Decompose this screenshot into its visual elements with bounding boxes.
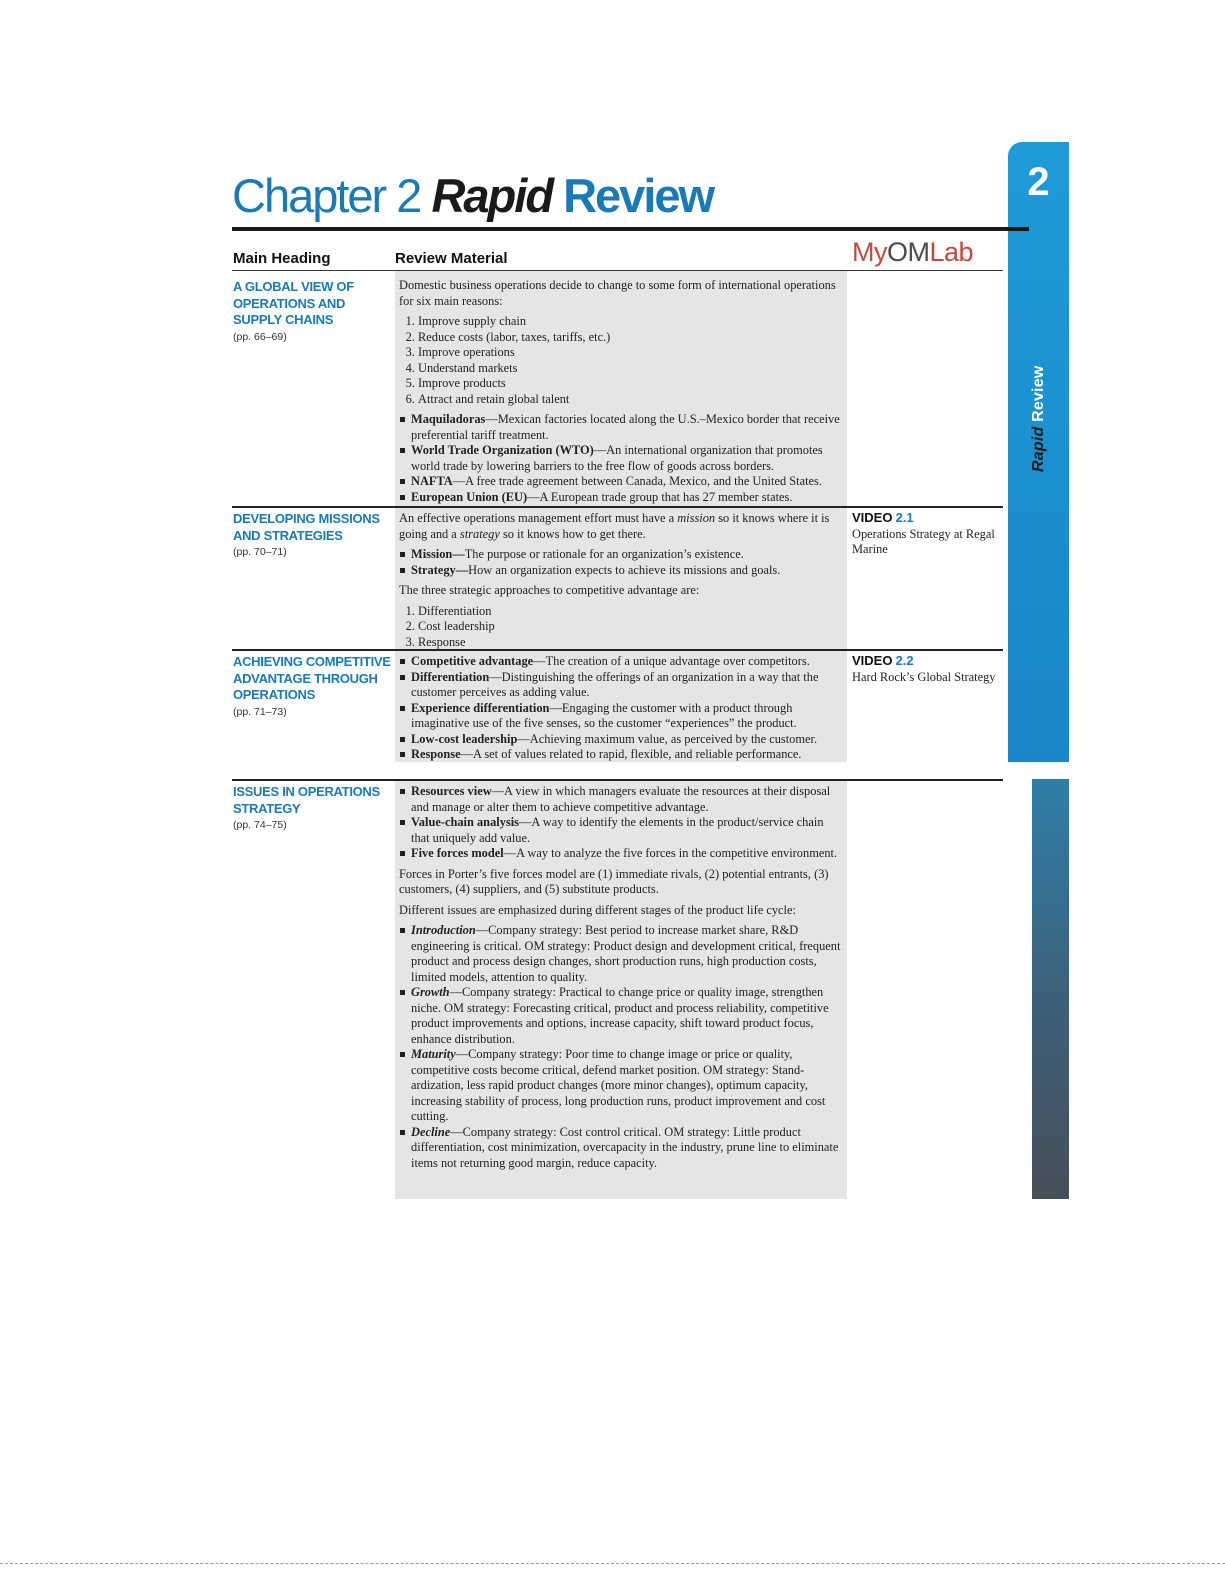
term-definition: —A set of values related to rapid, flexible, and reliable performance. (460, 747, 802, 761)
term-item (399, 563, 841, 579)
title-review: Review (563, 169, 714, 222)
term-definition: The purpose or rationale for an organization’s existence. (464, 547, 744, 561)
term-item (399, 412, 841, 443)
term-definition: —A European trade group that has 27 member states. (527, 489, 793, 504)
approaches-list (399, 604, 841, 651)
stage-term: Decline (411, 1124, 451, 1139)
term: Experience differentiation (411, 700, 550, 715)
title-rule (232, 227, 1029, 231)
section-pages: (pp. 70–71) (233, 546, 287, 558)
stage-item (399, 985, 841, 1047)
stage-term: Maturity (411, 1047, 456, 1061)
myomlab-logo (852, 237, 973, 268)
term-item (399, 747, 841, 763)
stage-item (399, 1125, 841, 1172)
term-definition: —A way to analyze the five forces in the competitive environment. (503, 846, 838, 860)
page-bottom-dotted-line (0, 1563, 1225, 1564)
term: Five forces model (411, 846, 504, 860)
term-definition: —Achieving maximum value, as perceived by the customer. (517, 731, 818, 746)
tab-label-rapid: Rapid (1030, 426, 1047, 472)
tab-label (1030, 366, 1048, 472)
term-definition: —A way to identify the elements in the product/service chain that uniquely add value. (411, 815, 824, 845)
list-item: 6. Attract and retain global talent (418, 392, 841, 408)
list-item: 3. Response (418, 635, 841, 651)
term: Value-chain analysis (411, 815, 519, 829)
column-head-main-heading: Main Heading (233, 250, 331, 267)
title-rapid: Rapid (431, 169, 553, 222)
term-item (399, 732, 841, 748)
term-definition: How an organization expects to achieve its missions and goals. (468, 562, 781, 577)
term-definition: —The creation of a unique advantage over competitors. (533, 654, 810, 668)
term-definition: —Mexican factories located along the U.S.–Mexico border that receive preferential tariff treatment. (411, 412, 840, 442)
porter-forces-text: Forces in Porter’s five forces model are (1) immediate rivals, (2) potential entrants, (3) customers, (4) suppliers, and (5) substitute products. (399, 866, 829, 896)
term: Competitive advantage (411, 654, 534, 668)
side-bar-decoration (1032, 779, 1069, 1199)
term-item (399, 443, 841, 474)
list-item: 1. Differentiation (418, 604, 841, 620)
terms-list (399, 654, 841, 763)
section-pages: (pp. 66–69) (233, 330, 287, 343)
tab-label-review: Review (1030, 365, 1047, 422)
list-item: 1. Improve supply chain (418, 314, 841, 330)
section-heading-issues (233, 784, 391, 834)
list-item: 5. Improve products (418, 376, 841, 392)
term-item (399, 490, 841, 506)
intro-part: so it knows how to get there. (499, 526, 646, 541)
term-item (399, 846, 841, 862)
title-chapter: Chapter 2 (232, 169, 421, 222)
list-item: 4. Understand markets (418, 361, 841, 377)
review-material-missions (399, 511, 841, 655)
intro-part: An effective operations management effort must have a (399, 511, 678, 525)
page-title (232, 168, 713, 223)
term-definition: —Distinguishing the offerings of an organization in a way that the customer perceives as adding value. (411, 669, 819, 699)
video-title: Hard Rock’s Global Strategy (852, 669, 996, 684)
stage-definition: —Company strategy: Practical to change price or quality image, strengthen niche. OM strategy: Forecasting critical, product and process reliability, competitive product improvements and options, increase capacity, shift toward product focus, enhance distribution. (411, 985, 829, 1046)
section-rule (232, 779, 1003, 781)
intro-strategy: strategy (459, 526, 500, 541)
term: World Trade Organization (WTO) (411, 443, 594, 457)
term: Low-cost leadership (411, 731, 518, 746)
review-material-global-view (399, 278, 841, 510)
term: Mission— (411, 547, 465, 561)
terms-list (399, 784, 841, 862)
chapter-number: 2 (1027, 160, 1050, 204)
video-reference-2-1[interactable] (852, 510, 1002, 558)
video-label: VIDEO (852, 653, 893, 668)
term: Resources view (411, 784, 492, 798)
term: Maquiladoras (411, 412, 486, 426)
term: Response (411, 747, 461, 761)
list-item: 3. Improve operations (418, 345, 841, 361)
approaches-intro: The three strategic approaches to competitive advantage are: (399, 583, 700, 597)
section-heading-text: DEVELOPING MISSIONS AND STRATEGIES (233, 511, 380, 543)
stages-intro: Different issues are emphasized during different stages of the product life cycle: (399, 902, 796, 917)
list-item: 2. Cost leadership (418, 619, 841, 635)
video-number: 2.2 (895, 653, 914, 668)
section-heading-text: ACHIEVING COMPETITIVE ADVANTAGE THROUGH OPERATIONS (233, 654, 391, 702)
term-definition: —A free trade agreement between Canada, Mexico, and the United States. (452, 474, 822, 488)
stage-term: Introduction (411, 923, 476, 937)
stage-term: Growth (411, 985, 450, 999)
term-definition: —Engaging the customer with a product through imaginative use of the five senses, so the customer “experiences” the product. (411, 700, 797, 730)
term: European Union (EU) (411, 489, 528, 504)
term-item (399, 547, 841, 563)
term-definition: —A view in which managers evaluate the resources at their disposal and manage or alter them to achieve competitive advantage. (411, 784, 831, 814)
logo-my: My (852, 237, 887, 267)
stage-definition: —Company strategy: Cost control critical. OM strategy: Little product differentiation, cost minimization, overcapacity in the industry, prune line to eliminate items not returning good margin, reduce capacity. (411, 1124, 839, 1170)
review-material-issues (399, 784, 841, 1176)
list-item: 2. Reduce costs (labor, taxes, tariffs, etc.) (418, 330, 841, 346)
video-reference-2-2[interactable] (852, 653, 1002, 685)
section-heading-global-view (233, 279, 391, 345)
term-item (399, 670, 841, 701)
stage-definition: —Company strategy: Poor time to change image or price or quality, competitive costs become critical, defend market position. OM strategy: Stand-ardization, less rapid product changes (more minor changes), optimum capacity, increasing stability of process, long production runs, product improvement and cost cutting. (411, 1047, 826, 1123)
term-item (399, 701, 841, 732)
term: Strategy— (411, 562, 469, 577)
term-item (399, 815, 841, 846)
column-head-review-material: Review Material (395, 250, 508, 267)
section-heading-text: ISSUES IN OPERATIONS STRATEGY (233, 784, 380, 816)
chapter-tab (1008, 142, 1069, 762)
intro-text (399, 511, 841, 542)
review-material-competitive-advantage (399, 654, 841, 768)
section-pages: (pp. 71–73) (233, 705, 287, 718)
term-item (399, 654, 841, 670)
section-pages: (pp. 74–75) (233, 819, 287, 831)
intro-part: so it knows where it is going and a (399, 511, 830, 541)
logo-om: OM (887, 237, 930, 267)
terms-list (399, 412, 841, 505)
term-item (399, 784, 841, 815)
section-heading-competitive-advantage (233, 654, 391, 720)
term-definition: —An international organization that promotes world trade by lowering barriers to the free flow of goods across borders. (411, 443, 823, 473)
intro-text: Domestic business operations decide to change to some form of international operations for six main reasons: (399, 278, 836, 308)
video-title: Operations Strategy at Regal Marine (852, 526, 995, 556)
stage-item (399, 1047, 841, 1125)
section-heading-text: A GLOBAL VIEW OF OPERATIONS AND SUPPLY CHAINS (233, 279, 354, 327)
intro-mission: mission (677, 511, 716, 525)
logo-lab: Lab (929, 237, 974, 267)
stage-definition: —Company strategy: Best period to increase market share, R&D engineering is critical. OM strategy: Product design and development critical, frequent product and process design changes, short production runs, high production costs, limited models, attention to quality. (411, 923, 841, 984)
terms-list (399, 547, 841, 578)
term: NAFTA (411, 474, 453, 488)
video-number: 2.1 (895, 510, 914, 525)
stages-list (399, 923, 841, 1171)
video-label: VIDEO (852, 510, 893, 525)
section-heading-missions (233, 511, 391, 561)
term: Differentiation (411, 669, 490, 684)
term-item (399, 474, 841, 490)
stage-item (399, 923, 841, 985)
reasons-list (399, 314, 841, 407)
